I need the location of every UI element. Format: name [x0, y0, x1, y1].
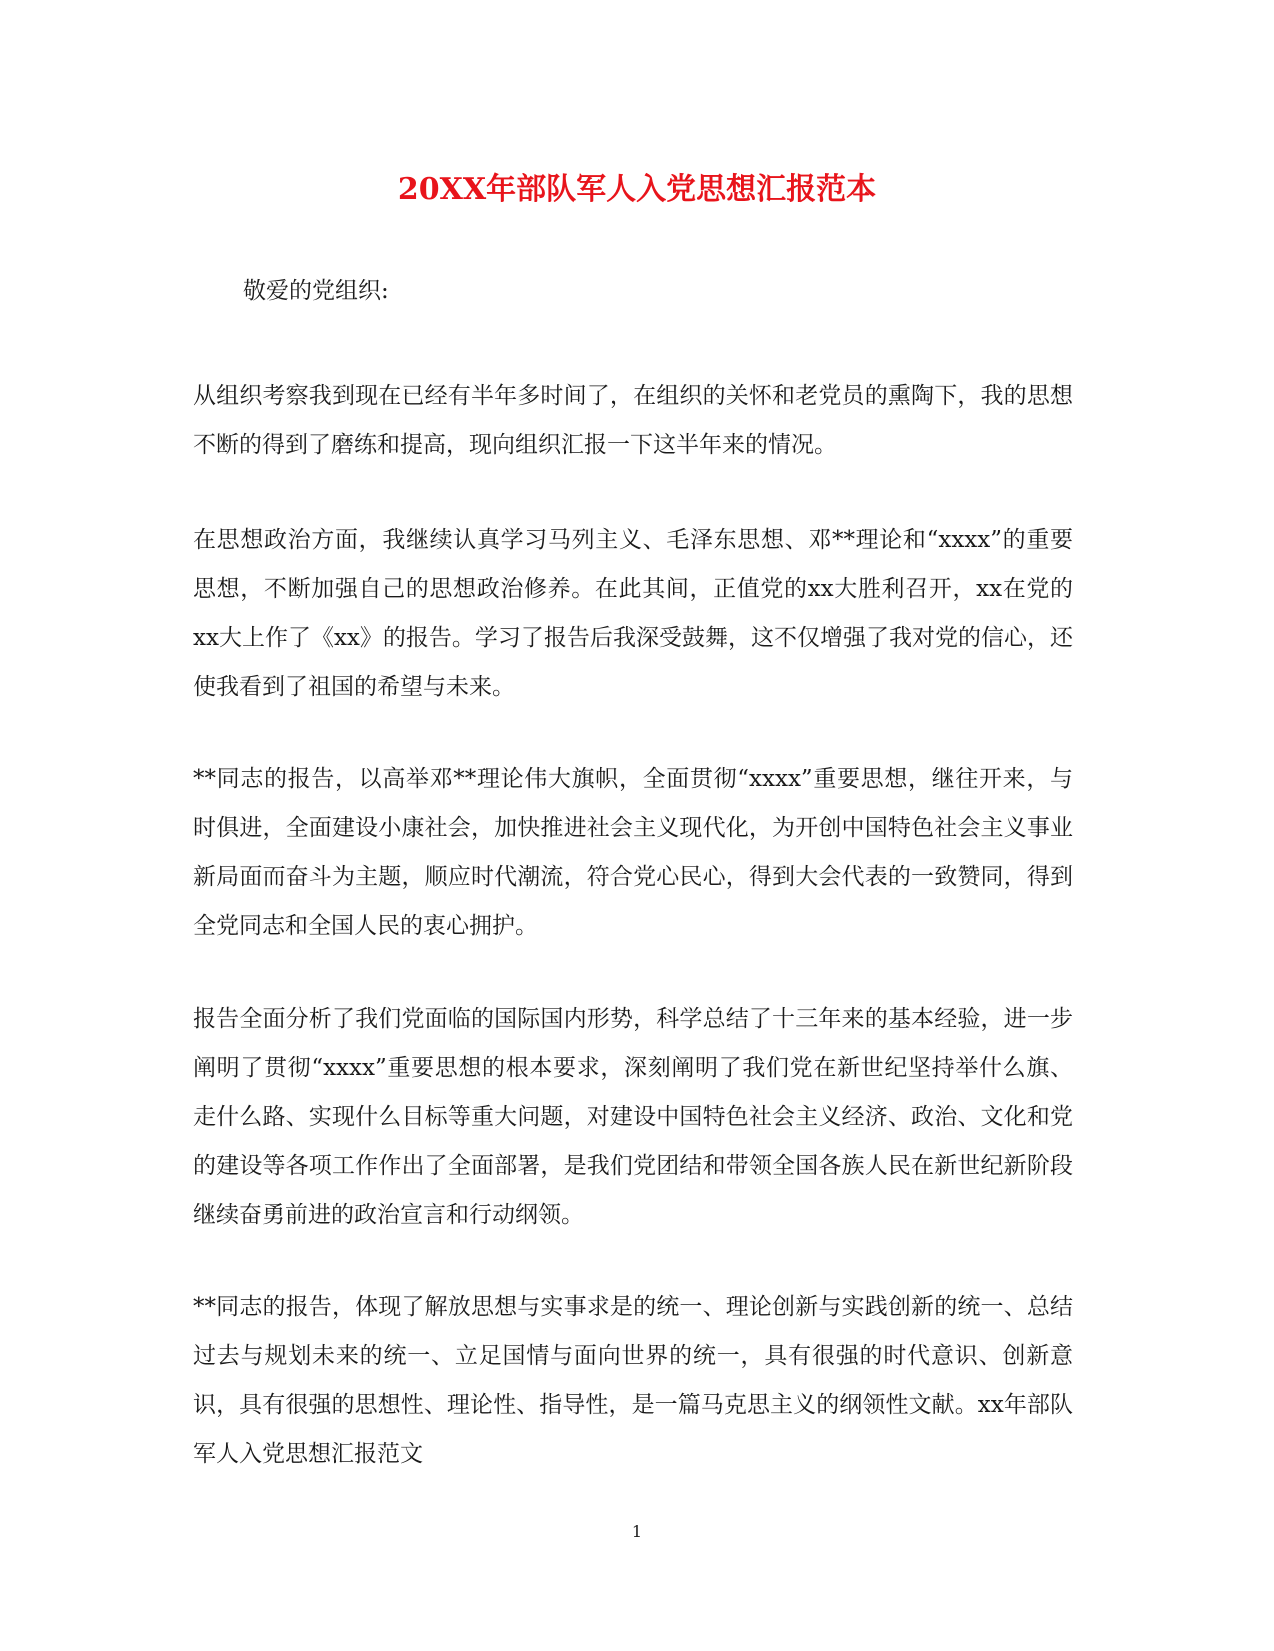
salutation: 敬爱的党组织: [243, 278, 389, 304]
paragraph-4: 报告全面分析了我们党面临的国际国内形势，科学总结了十三年来的基本经验，进一步阐明了贯彻“xxxx”重要思想的根本要求，深刻阐明了我们党在新世纪坚持举什么旗、走什么路、实现什么目标等重大问题，对建设中国特色社会主义经济、政治、文化和党的建设等各项工作作出了全面部署，是我们党团结和带领全国各族人民在新世纪新阶段继续奋勇前进的政治宣言和行动纲领。 [193, 1006, 1073, 1228]
paragraph-5: **同志的报告，体现了解放思想与实事求是的统一、理论创新与实践创新的统一、总结过去与规划未来的统一、立足国情与面向世界的统一，具有很强的时代意识、创新意识，具有很强的思想性、理论性、指导性，是一篇马克思主义的纲领性文献。xx年部队军人入党思想汇报范文 [193, 1294, 1073, 1467]
document-title: 20XX年部队军人入党思想汇报范本 [397, 172, 877, 207]
paragraph-2: 在思想政治方面，我继续认真学习马列主义、毛泽东思想、邓**理论和“xxxx”的重要思想，不断加强自己的思想政治修养。在此其间，正值党的xx大胜利召开，xx在党的xx大上作了《xx》的报告。学习了报告后我深受鼓舞，这不仅增强了我对党的信心，还使我看到了祖国的希望与未来。 [193, 527, 1073, 700]
page-number: 1 [631, 1522, 643, 1541]
paragraph-1: 从组织考察我到现在已经有半年多时间了，在组织的关怀和老党员的熏陶下，我的思想不断的得到了磨练和提高，现向组织汇报一下这半年来的情况。 [193, 383, 1073, 458]
paragraph-3: **同志的报告，以高举邓**理论伟大旗帜，全面贯彻“xxxx”重要思想，继往开来，与时俱进，全面建设小康社会，加快推进社会主义现代化，为开创中国特色社会主义事业新局面而奋斗为主题，顺应时代潮流，符合党心民心，得到大会代表的一致赞同，得到全党同志和全国人民的衷心拥护。 [193, 766, 1073, 939]
